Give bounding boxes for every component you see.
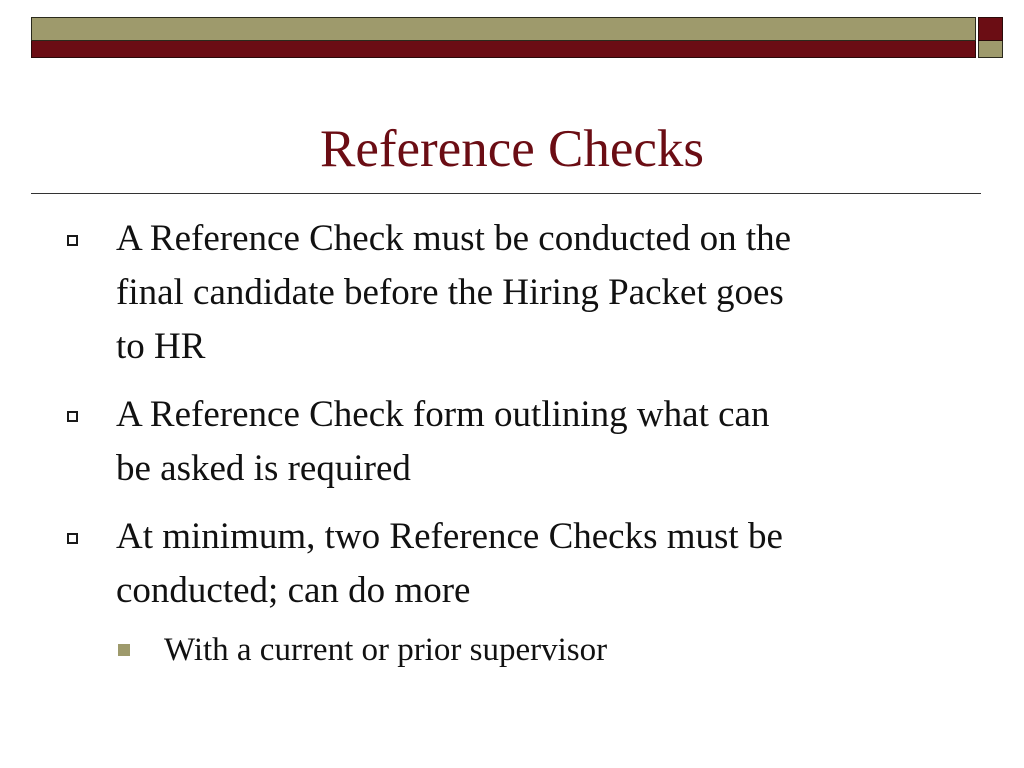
sub-bullet-text: With a current or prior supervisor bbox=[164, 632, 608, 668]
header-maroon-square bbox=[978, 17, 1003, 41]
bullet-text bbox=[116, 212, 966, 374]
bullet-text bbox=[116, 388, 966, 496]
bullet-line: final candidate before the Hiring Packet goes bbox=[116, 272, 784, 313]
bullet-line: A Reference Check form outlining what can bbox=[116, 394, 770, 435]
header-maroon-bar bbox=[31, 41, 976, 58]
title-divider bbox=[31, 193, 981, 194]
header-olive-square bbox=[978, 41, 1003, 58]
header-olive-bar bbox=[31, 17, 976, 41]
bullet-line: A Reference Check must be conducted on the bbox=[116, 218, 792, 259]
filled-square-bullet-icon bbox=[118, 644, 130, 656]
bullet-line: At minimum, two Reference Checks must be bbox=[116, 516, 783, 557]
slide-title: Reference Checks bbox=[319, 120, 705, 178]
bullet-line: to HR bbox=[116, 326, 206, 367]
hollow-square-bullet-icon bbox=[67, 411, 78, 422]
hollow-square-bullet-icon bbox=[67, 235, 78, 246]
bullet-line: conducted; can do more bbox=[116, 570, 471, 611]
bullet-line: be asked is required bbox=[116, 448, 411, 489]
hollow-square-bullet-icon bbox=[67, 533, 78, 544]
bullet-text bbox=[116, 510, 966, 618]
